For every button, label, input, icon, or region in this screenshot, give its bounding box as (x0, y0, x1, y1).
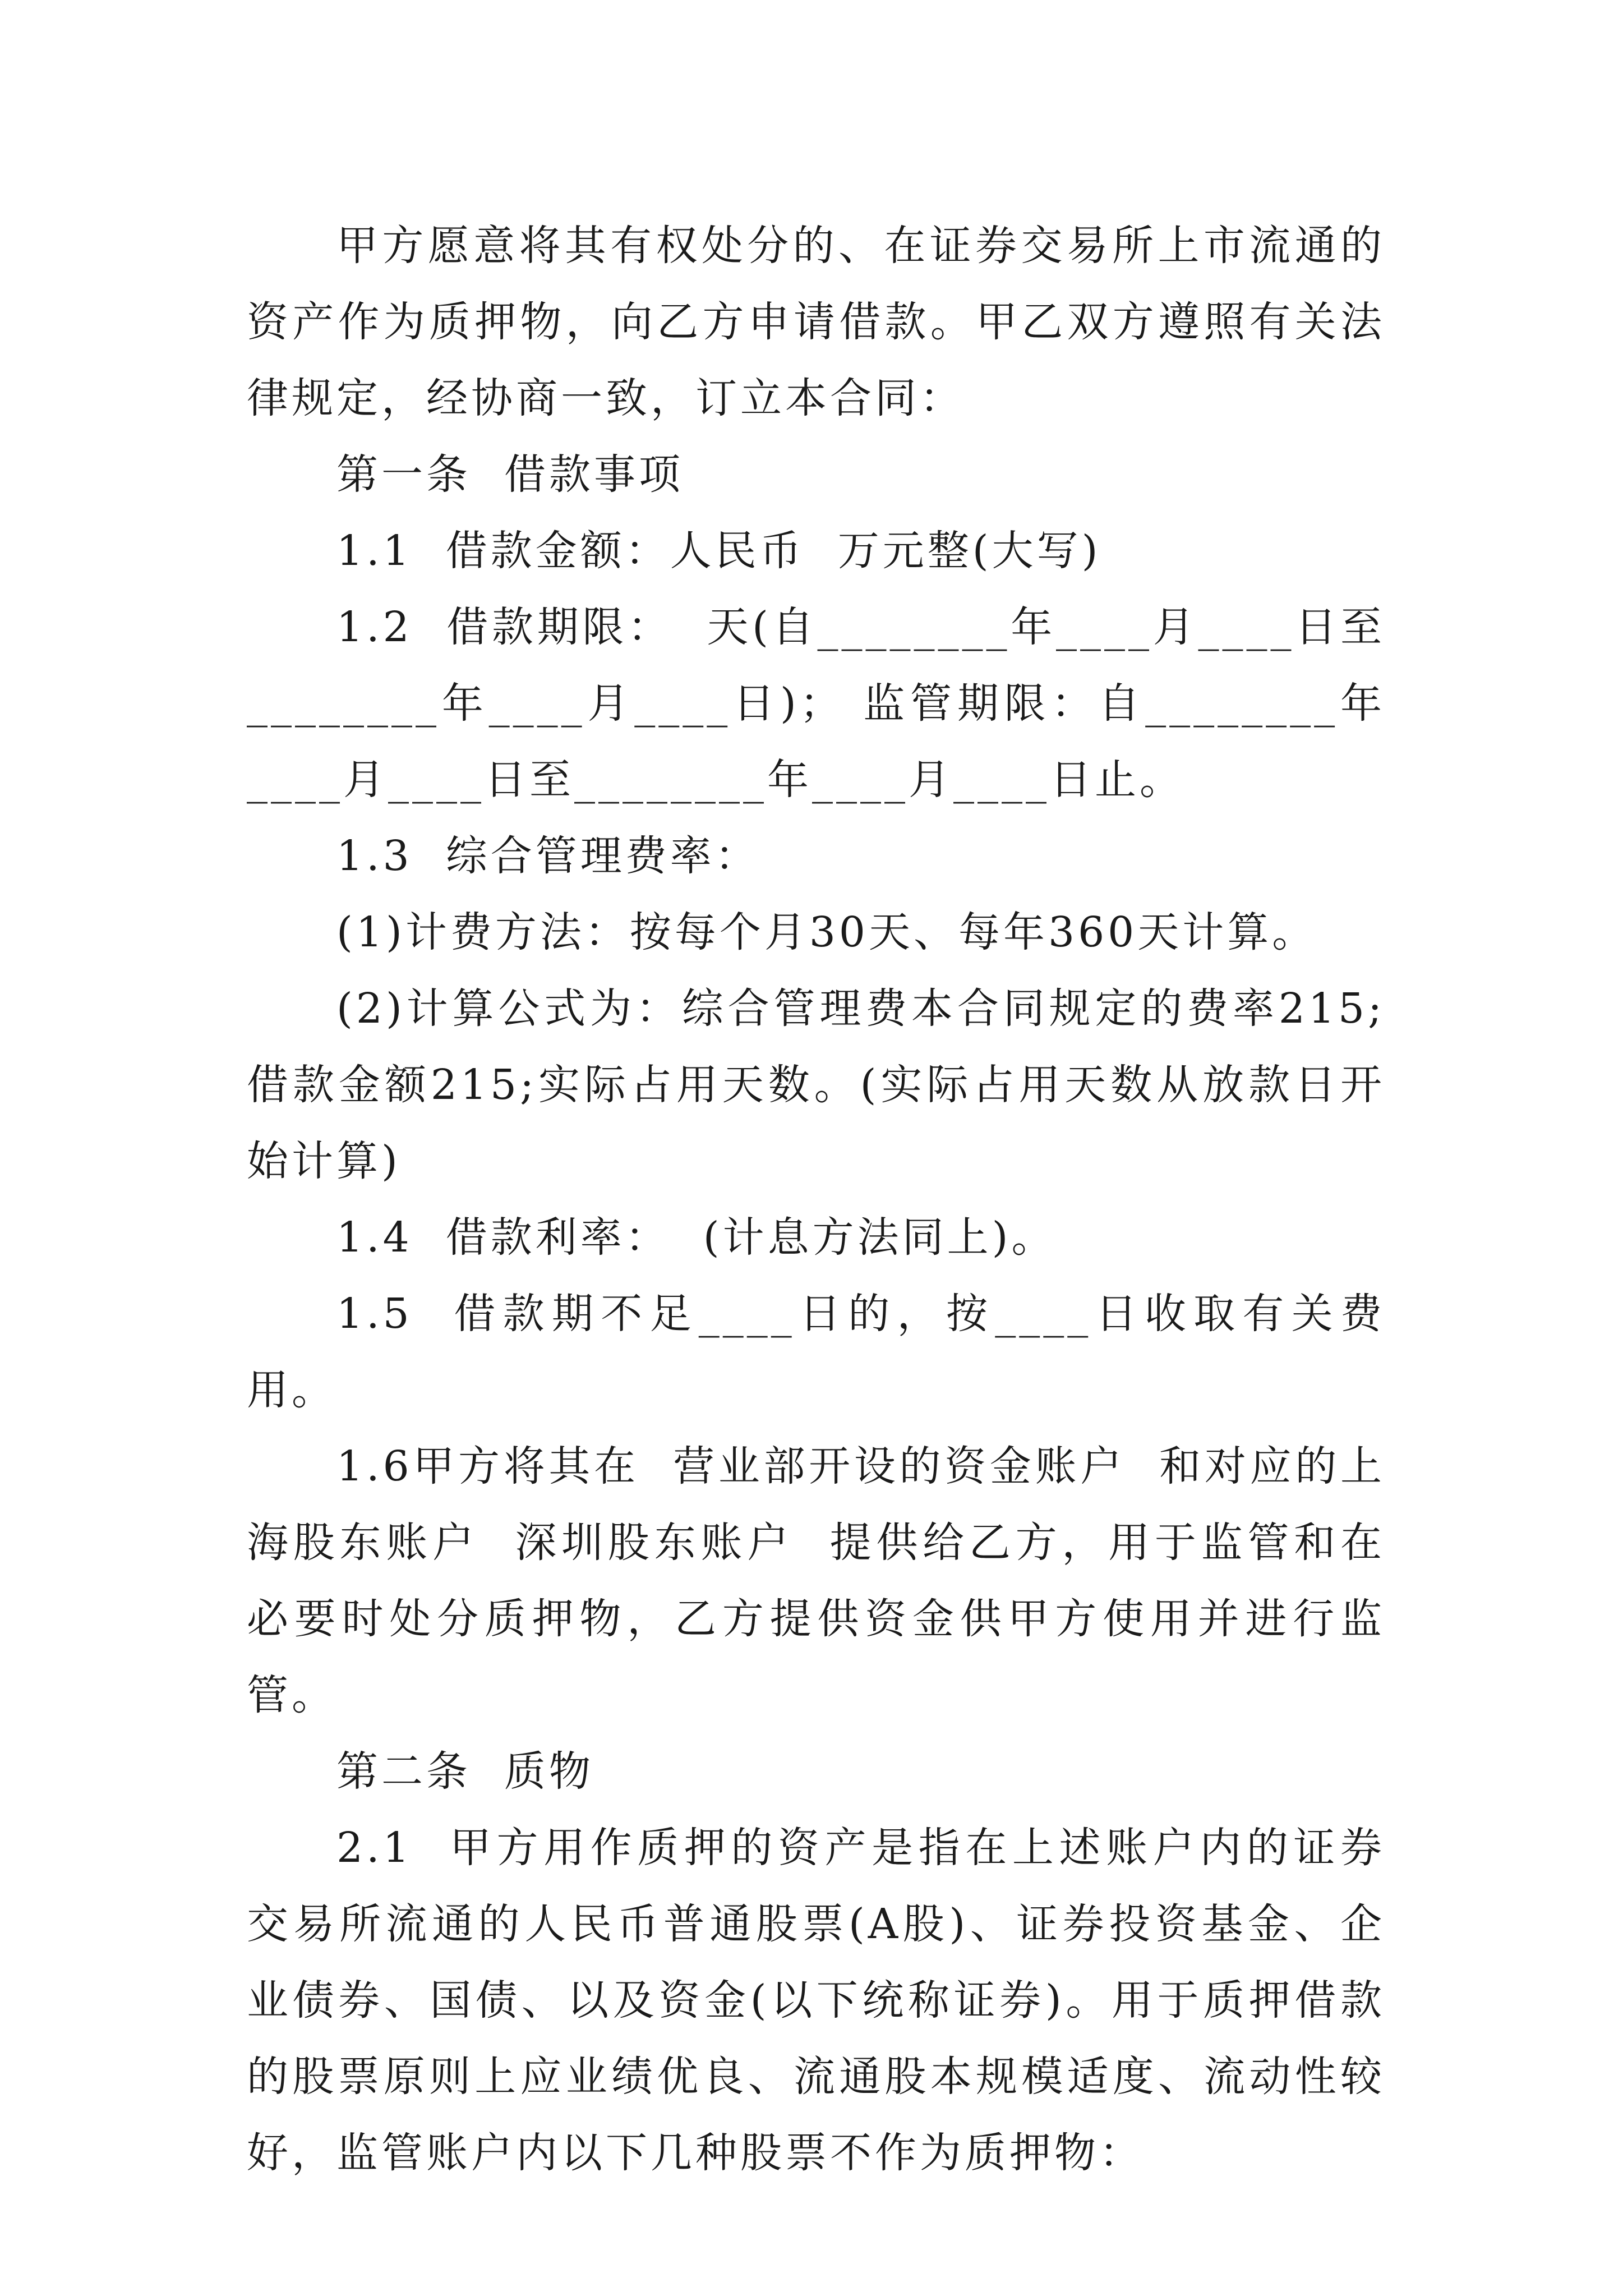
article-2-heading: 第二条 质物 (336, 1747, 594, 1796)
document-body (247, 208, 1385, 2191)
clause-1-3-item-1: (1)计费方法：按每个月30天、每年360天计算。 (336, 908, 1317, 956)
clause-1-2: 1.2 借款期限： 天(自________年____月____日至________年____月____日)； 监管期限：自________年____月____日至________年____月____日止。 (247, 603, 1385, 804)
clause-1-3-item-2: (2)计算公式为：综合管理费本合同规定的费率215;借款金额215;实际占用天数。(实际占用天数从放款日开始计算) (247, 984, 1385, 1185)
clause-1-6: 1.6甲方将其在 营业部开设的资金账户 和对应的上海股东账户 深圳股东账户 提供给乙方，用于监管和在必要时处分质押物，乙方提供资金供甲方使用并进行监管。 (247, 1442, 1385, 1719)
article-1-heading: 第一条 借款事项 (336, 450, 684, 499)
clause-2-1: 2.1 甲方用作质押的资产是指在上述账户内的证券交易所流通的人民币普通股票(A股)、证券投资基金、企业债券、国债、以及资金(以下统称证券)。用于质押借款的股票原则上应业绩优良、流通股本规模适度、流动性较好，监管账户内以下几种股票不作为质押物： (247, 1824, 1385, 2177)
intro-paragraph: 甲方愿意将其有权处分的、在证券交易所上市流通的资产作为质押物，向乙方申请借款。甲乙双方遵照有关法律规定，经协商一致，订立本合同： (247, 222, 1385, 422)
clause-1-1: 1.1 借款金额：人民币 万元整(大写) (336, 527, 1101, 575)
clause-1-3: 1.3 综合管理费率： (336, 832, 760, 880)
clause-1-5: 1.5 借款期不足____日的，按____日收取有关费用。 (247, 1290, 1385, 1414)
clause-1-4: 1.4 借款利率： (计息方法同上)。 (336, 1213, 1057, 1262)
